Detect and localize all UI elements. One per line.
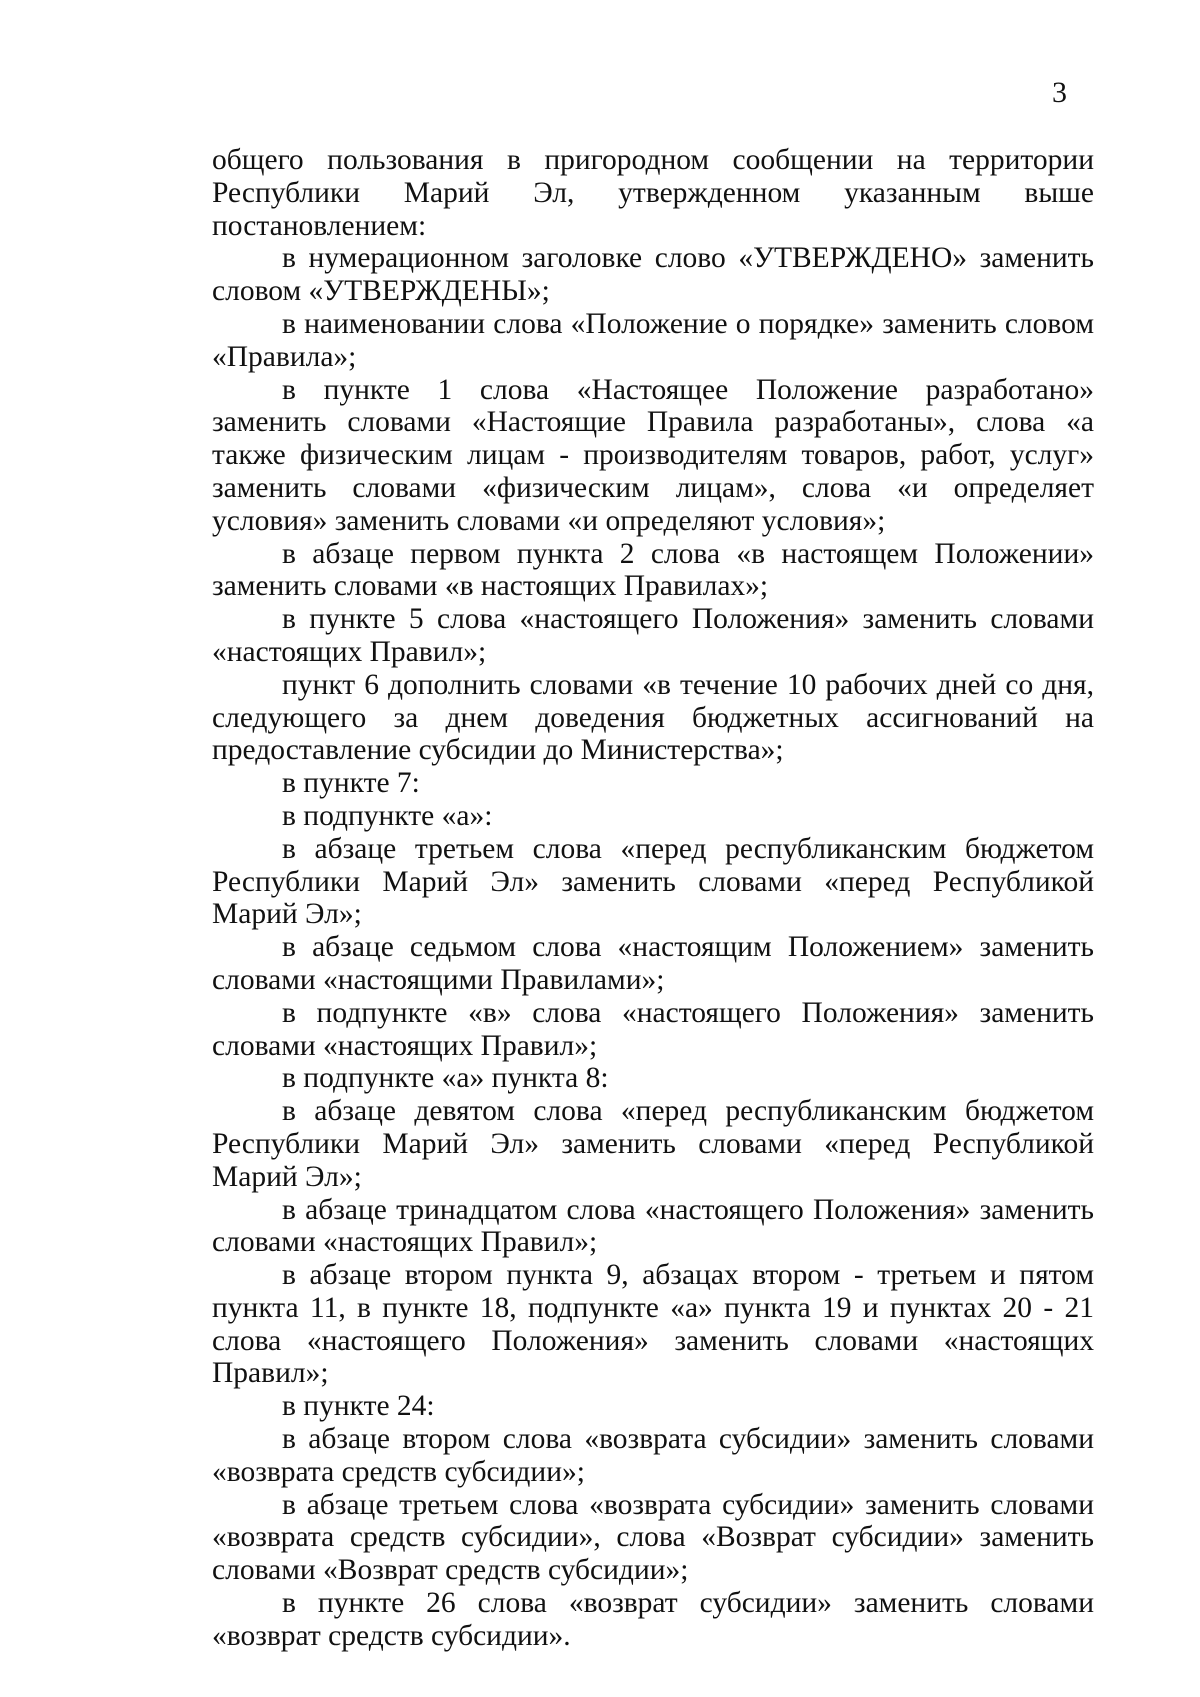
paragraph: в нумерационном заголовке слово «УТВЕРЖДЕНО» заменить словом «УТВЕРЖДЕНЫ»; [212, 242, 1094, 308]
paragraph: в пункте 24: [282, 1390, 435, 1423]
paragraph: в пункте 5 слова «настоящего Положения» заменить словами «настоящих Правил»; [212, 603, 1094, 668]
page-number: 3 [1052, 76, 1067, 109]
paragraph: в абзаце девятом слова «перед республиканским бюджетом Республики Марий Эл» заменить словами «перед Республикой Марий Эл»; [212, 1095, 1094, 1193]
paragraph: в абзаце третьем слова «перед республиканским бюджетом Республики Марий Эл» заменить словами «перед Республикой Марий Эл»; [212, 832, 1094, 931]
paragraph: в абзаце тринадцатом слова «настоящего Положения» заменить словами «настоящих Правил»; [212, 1193, 1094, 1259]
paragraph: в абзаце седьмом слова «настоящим Положением» заменить словами «настоящими Правилами»; [212, 931, 1094, 996]
paragraph: в подпункте «а» пункта 8: [282, 1062, 609, 1095]
paragraph: в пункте 1 слова «Настоящее Положение разработано» заменить словами «Настоящие Правила разработаны», слова «а также физическим лицам - производителям товаров, работ, услуг» заменить словами «физическим лицам», слова «и определяет условия» заменить словами «и определяют условия»; [212, 373, 1094, 537]
paragraph: в наименовании слова «Положение о порядке» заменить словом «Правила»; [212, 307, 1094, 373]
paragraph: в абзаце первом пункта 2 слова «в настоящем Положении» заменить словами «в настоящих Правилах»; [212, 537, 1094, 603]
paragraph-continuation: общего пользования в пригородном сообщении на территории Республики Марий Эл, утвержденном указанным выше постановлением: [212, 144, 1094, 242]
paragraph: в подпункте «в» слова «настоящего Положения» заменить словами «настоящих Правил»; [212, 996, 1094, 1062]
paragraph: в пункте 26 слова «возврат субсидии» заменить словами «возврат средств субсидии». [212, 1587, 1094, 1652]
paragraph: в абзаце третьем слова «возврата субсидии» заменить словами «возврата средств субсидии», слова «Возврат субсидии» заменить словами «Возврат средств субсидии»; [212, 1488, 1094, 1587]
paragraph: в абзаце втором слова «возврата субсидии» заменить словами «возврата средств субсидии»; [212, 1423, 1094, 1488]
paragraph: пункт 6 дополнить словами «в течение 10 рабочих дней со дня, следующего за днем доведения бюджетных ассигнований на предоставление субсидии до Министерства»; [212, 668, 1094, 767]
paragraph: в пункте 7: [282, 767, 420, 800]
document-body [212, 144, 1094, 1653]
paragraph: в подпункте «а»: [282, 799, 493, 832]
paragraph: в абзаце втором пункта 9, абзацах втором - третьем и пятом пункта 11, в пункте 18, подпункте «а» пункта 19 и пунктах 20 - 21 слова «настоящего Положения» заменить словами «настоящих Правил»; [212, 1259, 1094, 1390]
